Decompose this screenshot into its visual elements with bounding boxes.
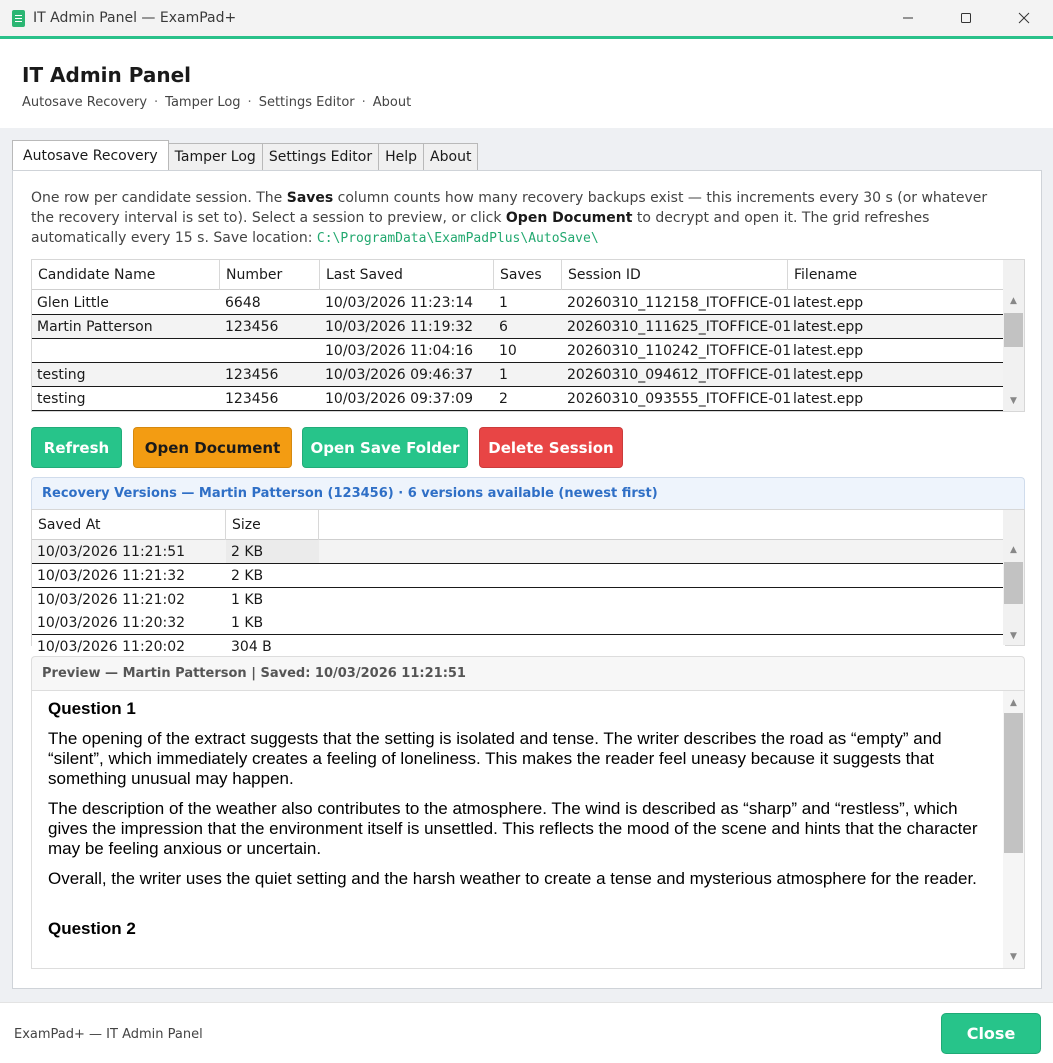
table-cell: 123456 [225, 390, 279, 407]
title-bar [0, 0, 1053, 36]
nav-separator: · [361, 95, 366, 110]
table-row[interactable] [32, 588, 1005, 612]
open-document-button[interactable]: Open Document [133, 427, 292, 468]
table-cell: 20260310_094612_ITOFFICE-01 [567, 366, 792, 383]
nav-autosave-recovery[interactable]: Autosave Recovery [22, 95, 148, 110]
sessions-grid[interactable] [31, 259, 1025, 412]
table-row[interactable] [32, 564, 1005, 588]
table-cell: 2 KB [226, 540, 319, 563]
table-cell: testing [37, 390, 86, 407]
column-header[interactable]: Saves [494, 260, 562, 290]
column-header[interactable]: Last Saved [320, 260, 494, 290]
table-cell: 1 [499, 294, 508, 311]
table-cell: latest.epp [793, 294, 864, 311]
column-header[interactable]: Filename [794, 267, 858, 283]
maximize-icon[interactable] [937, 0, 995, 36]
table-cell: 10/03/2026 11:21:51 [37, 543, 186, 560]
table-row[interactable] [32, 387, 1005, 411]
answer-paragraph: The description of the weather also contributes to the atmosphere. The wind is described as “sharp” and “restless”, which gives the impression that the environment itself is unsettled. This reflects the mood of the scene and hints that the character may be feeling anxious or uncertain. [48, 799, 978, 858]
page-title: IT Admin Panel [22, 63, 192, 87]
table-cell: 10/03/2026 11:20:02 [37, 638, 186, 655]
close-button[interactable]: Close [941, 1013, 1041, 1054]
tab-about[interactable]: About [423, 143, 478, 170]
column-header[interactable]: Number [220, 260, 320, 290]
table-cell: testing [37, 366, 86, 383]
scrollbar-thumb[interactable] [1004, 713, 1023, 853]
description-bold: Open Document [505, 210, 633, 226]
page-header [0, 39, 1053, 128]
table-cell: latest.epp [793, 318, 864, 335]
table-cell: latest.epp [793, 390, 864, 407]
sessions-grid-header [32, 260, 1005, 290]
versions-grid[interactable] [31, 509, 1025, 655]
table-cell: 1 [499, 366, 508, 383]
tab-strip [12, 141, 477, 170]
table-cell: 123456 [225, 318, 279, 335]
table-cell: Glen Little [37, 294, 109, 311]
answer-paragraph: Overall, the writer uses the quiet setting and the harsh weather to create a tense and mysterious atmosphere for the reader. [48, 869, 977, 888]
preview-text [48, 699, 983, 949]
nav-separator: · [154, 95, 159, 110]
table-cell: 20260310_093555_ITOFFICE-01 [567, 390, 792, 407]
column-header[interactable]: Size [226, 510, 319, 540]
preview-scrollbar[interactable] [1003, 691, 1024, 968]
table-cell: 2 [499, 390, 508, 407]
table-cell: 2 KB [231, 567, 264, 584]
table-cell: 10/03/2026 11:20:32 [37, 614, 186, 631]
scroll-down-icon[interactable]: ▼ [1010, 952, 1017, 962]
description-part: column counts how many recovery backups exist — this increments every 30 s (or whatever the recovery interval is set to). Select a session to preview, or click [31, 190, 988, 226]
column-header[interactable]: Candidate Name [32, 260, 220, 290]
table-cell: 10/03/2026 11:21:32 [37, 567, 186, 584]
footer [0, 1002, 1053, 1063]
scroll-up-icon[interactable]: ▲ [1010, 545, 1017, 555]
table-cell: 6648 [225, 294, 261, 311]
nav-tamper-log[interactable]: Tamper Log [165, 95, 241, 110]
versions-scrollbar[interactable] [1003, 510, 1024, 645]
preview-pane[interactable] [31, 690, 1025, 969]
tab-settings-editor[interactable]: Settings Editor [262, 143, 379, 170]
nav-separator: · [247, 95, 252, 110]
scrollbar-thumb[interactable] [1004, 313, 1023, 347]
tab-autosave-recovery[interactable]: Autosave Recovery [12, 140, 169, 170]
scroll-up-icon[interactable]: ▲ [1010, 698, 1017, 708]
table-cell: 10 [499, 342, 517, 359]
table-row[interactable] [32, 291, 1005, 315]
table-cell: 10/03/2026 11:21:02 [37, 591, 186, 608]
header-nav [22, 95, 411, 110]
table-cell: 20260310_112158_ITOFFICE-01 [567, 294, 792, 311]
table-row[interactable] [32, 315, 1005, 339]
minimize-icon[interactable] [879, 0, 937, 36]
table-row[interactable] [32, 363, 1005, 387]
table-row[interactable] [32, 339, 1005, 363]
description-bold: Saves [286, 190, 334, 206]
window-title: IT Admin Panel — ExamPad+ [33, 10, 237, 26]
scroll-down-icon[interactable]: ▼ [1010, 396, 1017, 406]
preview-header: Preview — Martin Patterson | Saved: 10/03/2026 11:21:51 [31, 656, 1025, 690]
scroll-up-icon[interactable]: ▲ [1010, 296, 1017, 306]
versions-header: Recovery Versions — Martin Patterson (123456) · 6 versions available (newest first) [31, 477, 1025, 509]
table-cell: 10/03/2026 11:04:16 [325, 342, 474, 359]
table-cell: 1 KB [231, 591, 264, 608]
tab-tamper-log[interactable]: Tamper Log [168, 143, 263, 170]
description-text [31, 188, 1011, 249]
window-controls [879, 0, 1053, 36]
versions-grid-header [32, 510, 1005, 540]
scroll-down-icon[interactable]: ▼ [1010, 631, 1017, 641]
open-save-folder-button[interactable]: Open Save Folder [302, 427, 468, 468]
table-cell: 304 B [231, 638, 272, 655]
table-cell: 123456 [225, 366, 279, 383]
description-part: One row per candidate session. The [31, 190, 287, 206]
question-heading: Question 1 [48, 699, 136, 718]
app-icon [12, 10, 25, 27]
table-cell [32, 339, 220, 362]
delete-session-button[interactable]: Delete Session [479, 427, 623, 468]
close-icon[interactable] [995, 0, 1053, 36]
table-cell [220, 339, 320, 362]
table-cell: 20260310_111625_ITOFFICE-01 [567, 318, 792, 335]
table-cell: 10/03/2026 09:37:09 [325, 390, 474, 407]
table-row[interactable] [32, 611, 1005, 635]
footer-text: ExamPad+ — IT Admin Panel [14, 1027, 203, 1042]
table-cell: latest.epp [793, 366, 864, 383]
sessions-scrollbar[interactable] [1003, 260, 1024, 411]
save-location-path: C:\ProgramData\ExamPadPlus\AutoSave\ [316, 231, 599, 246]
table-cell: 20260310_110242_ITOFFICE-01 [567, 342, 792, 359]
table-cell: Martin Patterson [37, 318, 153, 335]
table-row[interactable] [32, 540, 1005, 564]
refresh-button[interactable]: Refresh [31, 427, 122, 468]
table-cell: 10/03/2026 11:23:14 [325, 294, 474, 311]
table-cell: 10/03/2026 09:46:37 [325, 366, 474, 383]
nav-settings-editor[interactable]: Settings Editor [258, 95, 355, 110]
question-heading: Question 2 [48, 919, 136, 938]
tab-help[interactable]: Help [378, 143, 424, 170]
nav-about[interactable]: About [372, 95, 412, 110]
column-header[interactable]: Saved At [32, 510, 226, 540]
answer-paragraph: The opening of the extract suggests that the setting is isolated and tense. The writer describes the road as “empty” and “silent”, which immediately creates a feeling of loneliness. This makes the reader feel uneasy because it suggests that something unusual may happen. [48, 729, 942, 788]
scrollbar-thumb[interactable] [1004, 562, 1023, 604]
table-cell: 10/03/2026 11:19:32 [325, 318, 474, 335]
column-header[interactable]: Session ID [562, 260, 788, 290]
table-cell: 6 [499, 318, 508, 335]
description-part: to decrypt and open it. The grid refreshes automatically every 15 s. Save location: [31, 210, 930, 246]
table-cell: latest.epp [793, 342, 864, 359]
table-cell: 1 KB [231, 614, 264, 631]
